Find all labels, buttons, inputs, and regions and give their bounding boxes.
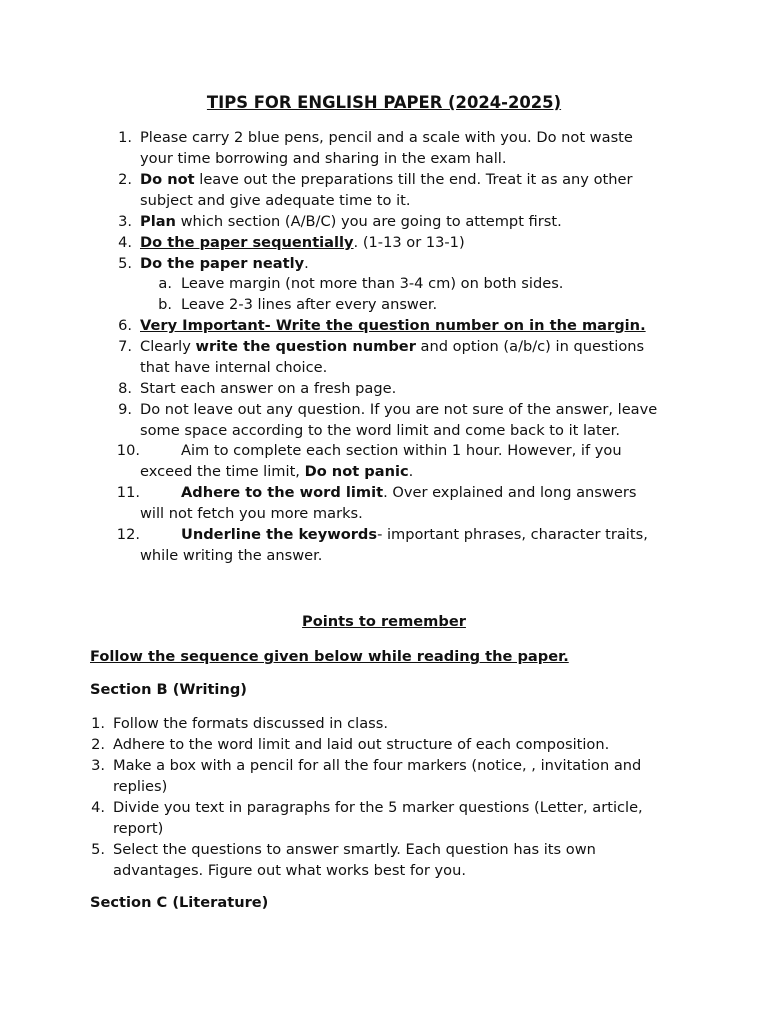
list-item-number: 11. [116, 484, 140, 501]
list-item-number: 4. [118, 234, 132, 251]
list-item: Select the questions to answer smartly. Each question has its own advantages. Figure out what works best for you. [113, 841, 596, 879]
list-item: Do the paper sequentially. (1-13 or 13-1) [140, 234, 465, 251]
list-item-continuation: will not fetch you more marks. [140, 505, 363, 522]
section-heading: Points to remember [302, 613, 466, 630]
list-item-number: 3. [91, 757, 105, 774]
section-c-heading: Section C (Literature) [90, 894, 269, 911]
list-item: Clearly write the question number and option (a/b/c) in questions that have internal choice. [140, 338, 645, 376]
list-item: Make a box with a pencil for all the four markers (notice, , invitation and replies) [113, 757, 642, 795]
list-item-number: 12. [116, 526, 140, 543]
list-item: Very Important- Write the question number on in the margin. [140, 317, 646, 334]
list-item: Do not leave out the preparations till the end. Treat it as any other subject and give adequate time to it. [140, 171, 633, 209]
list-item-number: 4. [91, 799, 105, 816]
sub-item-marker: a. [158, 275, 172, 292]
list-item: Please carry 2 blue pens, pencil and a scale with you. Do not waste your time borrowing and sharing in the exam hall. [140, 129, 633, 167]
list-item: Adhere to the word limit. Over explained and long answers [181, 484, 637, 501]
list-item-continuation: while writing the answer. [140, 547, 323, 564]
sub-item-marker: b. [158, 296, 172, 313]
instruction-heading: Follow the sequence given below while reading the paper. [90, 648, 569, 665]
section-b-heading: Section B (Writing) [90, 681, 247, 698]
list-item: Do the paper neatly. [140, 255, 309, 272]
list-item-number: 1. [118, 129, 132, 146]
list-item: Do not leave out any question. If you are not sure of the answer, leave some space according to the word limit and come back to it later. [140, 401, 658, 439]
list-item: Divide you text in paragraphs for the 5 marker questions (Letter, article, report) [113, 799, 643, 837]
list-item-continuation: exceed the time limit, Do not panic. [140, 463, 414, 480]
page-title: TIPS FOR ENGLISH PAPER (2024-2025) [206, 93, 562, 112]
list-item-number: 8. [118, 380, 132, 397]
list-item-number: 1. [91, 715, 105, 732]
list-item: Start each answer on a fresh page. [140, 380, 397, 397]
list-item-number: 9. [118, 401, 132, 418]
list-item-number: 3. [118, 213, 132, 230]
list-item-number: 5. [118, 255, 132, 272]
list-item-number: 2. [91, 736, 105, 753]
list-item-number: 10. [116, 442, 140, 459]
list-item: Aim to complete each section within 1 hour. However, if you [181, 442, 622, 459]
list-item: Follow the formats discussed in class. [113, 715, 389, 732]
sub-list-item: Leave margin (not more than 3-4 cm) on both sides. [181, 275, 564, 292]
sub-list-item: Leave 2-3 lines after every answer. [181, 296, 438, 313]
list-item-number: 2. [118, 171, 132, 188]
list-item: Plan which section (A/B/C) you are going to attempt first. [140, 213, 562, 230]
list-item: Underline the keywords- important phrases, character traits, [181, 526, 648, 543]
list-item: Adhere to the word limit and laid out structure of each composition. [113, 736, 610, 753]
list-item-number: 6. [118, 317, 132, 334]
list-item-number: 7. [118, 338, 132, 355]
list-item-number: 5. [91, 841, 105, 858]
